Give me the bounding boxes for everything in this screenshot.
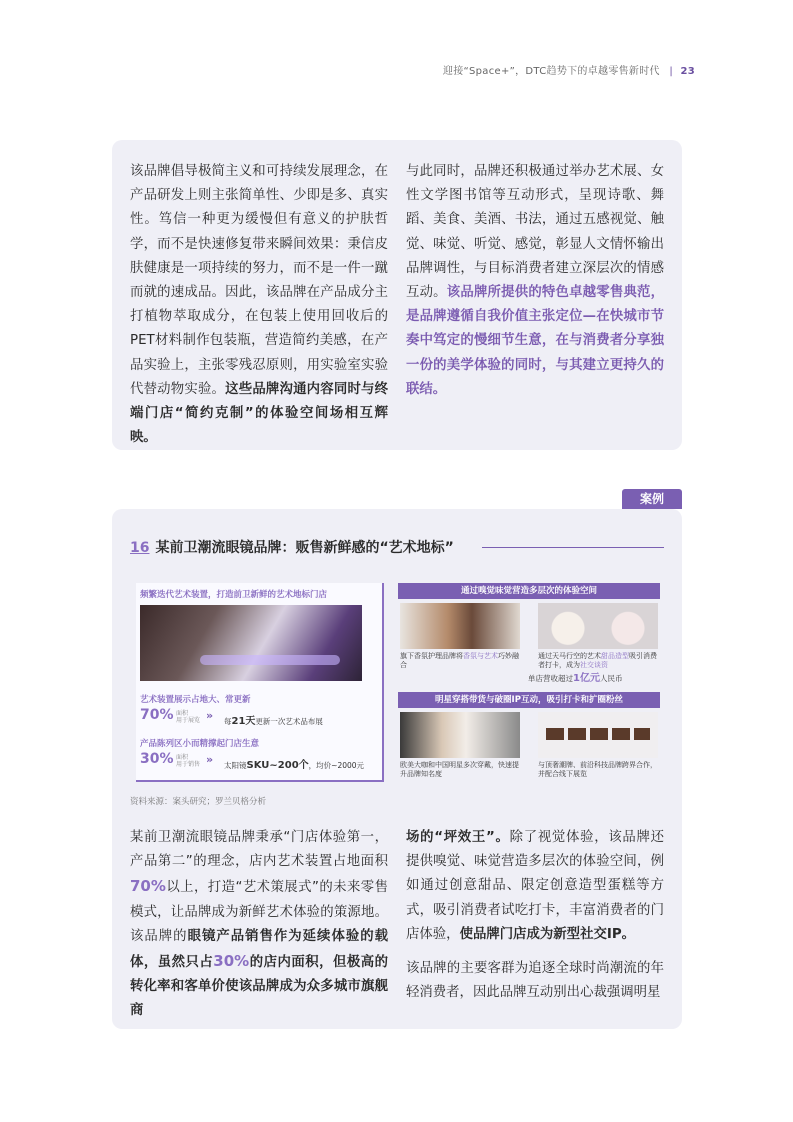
case-body-left [130,826,388,1024]
figure-left-heading: 频繁迭代艺术装置，打造前卫新鲜的艺术地标门店 [140,590,328,600]
product-heading: 产品陈列区小而精撑起门店生意 [140,739,260,749]
intro-column-right [406,160,664,402]
installation-light [200,655,340,665]
intro-right-highlight: 该品牌所提供的特色卓越零售典范，是品牌遵循自我价值主张定位—在快城市节奏中笃定的慢细节生意，在与消费者分享独一份的美学体验的同时，与其建立更持久的联结。 [406,285,665,397]
art-heading: 艺术装置展示占地大、常更新 [140,695,251,705]
case-title-text: 某前卫潮流眼镜品牌：贩售新鲜感的“艺术地标” [155,540,454,556]
figure-left-panel [136,583,384,782]
intro-left-bold: 这些品牌沟通内容同时与终端门店“简约克制”的体验空间场相互辉映。 [130,381,389,446]
case-number: 16 [130,540,150,556]
dessert-caption: 通过天马行空的艺术甜品造型吸引消费者打卡，成为社交谈资 [538,652,657,669]
crossover-caption: 与顶奢潮牌、前沿科技品牌跨界合作，并配合线下展览 [538,761,657,778]
perfume-image [400,603,520,649]
intro-left-text: 该品牌倡导极简主义和可持续发展理念，在产品研发上则主张简单性、少即是多、真实性。笃信一种更为缓慢但有意义的护肤哲学，而不是快速修复带来瞬间效果：秉信皮肤健康是一项持续的努力，而不是一件一蹴而就的速成品。因此，该品牌在产品成分主打植物萃取成分，在包装上使用回收后的PET材料制作包装瓶，营造简约美感，在产品实验上，主张零残忍原则，用实验室实验代替动物实验。 [130,164,388,397]
figure-right-panel [398,583,660,788]
art-installation-image [140,605,362,681]
sales-callout: 单店营收超过1亿元人民币 [528,673,623,684]
body-bold: 场的“坪效王”。 [406,830,510,845]
body-text: 某前卫潮流眼镜品牌秉承“门店体验第一，产品第二”的理念，店内艺术装置占地面积 [130,830,388,870]
case-body-right [406,826,664,1005]
stat-art-value: 70% [140,707,174,723]
running-title: 迎接“Space+”，DTC趋势下的卓越零售新时代 [442,66,660,77]
body-bold: 使品牌门店成为新型社交IP。 [459,926,636,942]
stat-art-label: 面积 用于展览 [176,710,201,724]
band-celebrity: 明星穿搭带货与破圈IP互动，吸引打卡和扩圈粉丝 [398,692,660,708]
case-title [130,537,454,557]
celebrity-caption: 欧美大咖和中国明星多次穿戴，快速提升品牌知名度 [400,761,519,778]
source-note: 资料来源：案头研究；罗兰贝格分析 [130,797,267,807]
case-panel [112,509,682,1029]
case-figure [136,583,660,788]
body-paragraph: 该品牌的主要客群为追逐全球时尚潮流的年轻消费者，因此品牌互动别出心裁强调明星 [406,961,664,1001]
body-text: 以上，打造“艺术策展式”的未来零售模式，让品牌成为新鲜艺术体验的策源地。该品牌的 [130,880,388,944]
dessert-image [538,603,658,649]
case-tag: 案例 [622,489,682,509]
stat-product-label: 面积 用于销售 [176,754,201,768]
stat-product-value: 30% [140,751,174,767]
header-divider: | [669,66,673,77]
intro-column-left [130,160,388,450]
body-bold: 眼镜产品销售作为延续体验的载体，虽然只占 [130,928,389,971]
title-rule [482,547,664,548]
band-senses: 通过嗅觉味觉营造多层次的体验空间 [398,583,660,599]
chevron-right-icon: » [206,753,214,766]
sunglasses-image [538,712,658,758]
stat-product-note: 太阳镜SKU~200个，均价~2000元 [224,760,365,771]
sunglasses-row [546,728,650,740]
celebrity-image [400,712,520,758]
intro-panel [112,140,682,450]
intro-right-text: 与此同时，品牌还积极通过举办艺术展、女性文学图书馆等互动形式，呈现诗歌、舞蹈、美食、美酒、书法，通过五感视觉、触觉、味觉、听觉、感觉，彰显人文情怀输出品牌调性，与目标消费者建立深层次的情感互动。 [406,164,664,301]
body-text: 除了视觉体验，该品牌还提供嗅觉、味觉营造多层次的体验空间，例如通过创意甜品、限定创意造型蛋糕等方式，吸引消费者试吃打卡，丰富消费者的门店体验， [406,830,665,942]
chevron-right-icon: » [206,709,214,722]
page-number: 23 [680,66,695,77]
body-bold: 的店内面积，但极高的转化率和客单价使该品牌成为众多城市旗舰商 [130,955,389,1019]
perfume-caption: 旗下香氛护理品牌将香氛与艺术巧妙融合 [400,652,519,669]
highlight-number: 70% [130,877,166,896]
stat-art-note: 每21天更新一次艺术品布展 [224,716,323,727]
running-header [443,62,695,77]
highlight-number: 30% [213,952,250,971]
